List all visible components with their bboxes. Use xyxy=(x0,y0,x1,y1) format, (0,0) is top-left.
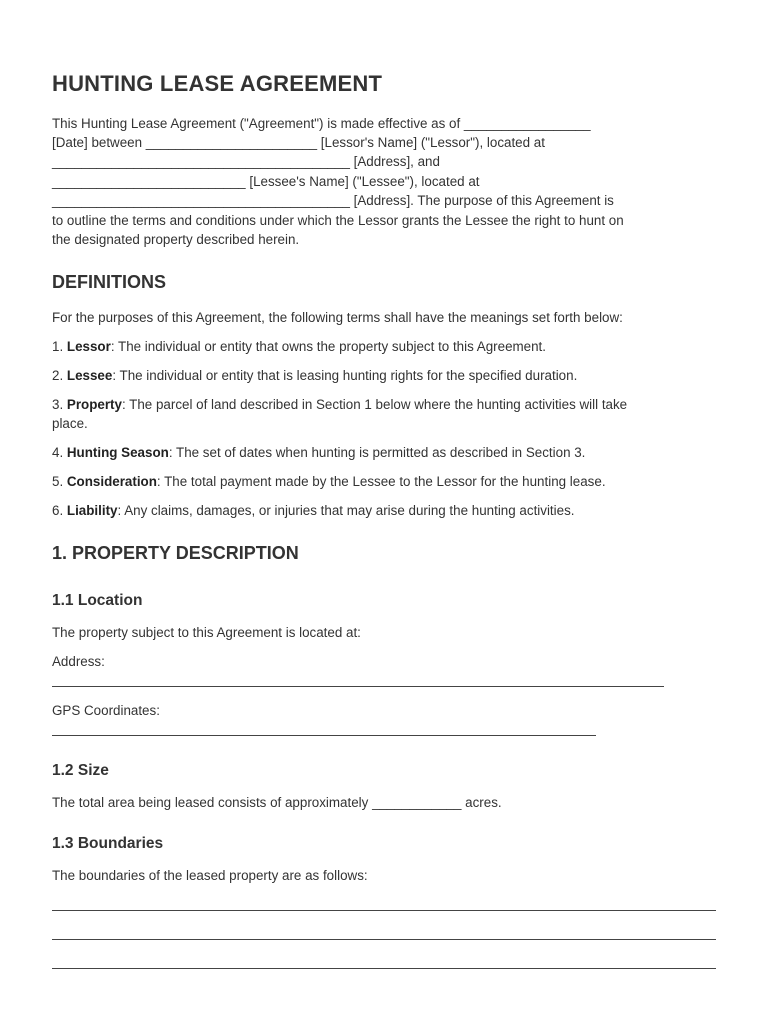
definition-item: 4. Hunting Season: The set of dates when hunting is permitted as described in Section 3. xyxy=(52,445,586,460)
gps-label: GPS Coordinates: xyxy=(52,703,160,718)
location-heading: 1.1 Location xyxy=(52,592,143,609)
definition-term: Property xyxy=(66,397,122,412)
boundaries-blank-line[interactable] xyxy=(52,939,716,940)
intro-line-5: ________________________________________ [Address]. The purpose of this Agreement is xyxy=(52,193,614,208)
definition-term: Liability xyxy=(66,503,118,518)
intro-line-3: ________________________________________ [Address], and xyxy=(52,154,440,169)
definition-term: Hunting Season xyxy=(66,445,169,460)
size-heading: 1.2 Size xyxy=(52,762,109,779)
intro-line-4: __________________________ [Lessee's Name] ("Lessee"), located at xyxy=(52,174,480,189)
intro-line-1: This Hunting Lease Agreement ("Agreement") is made effective as of _________________ xyxy=(52,116,591,131)
intro-line-6: to outline the terms and conditions under which the Lessor grants the Lessee the right to hunt on xyxy=(52,213,624,228)
address-label: Address: xyxy=(52,654,105,669)
definition-item: 6. Liability: Any claims, damages, or injuries that may arise during the hunting activities. xyxy=(52,503,575,518)
location-text: The property subject to this Agreement is located at: xyxy=(52,625,361,640)
definition-item: 5. Consideration: The total payment made by the Lessee to the Lessor for the hunting lease. xyxy=(52,474,606,489)
boundaries-text: The boundaries of the leased property are as follows: xyxy=(52,868,368,883)
definition-term: Lessee xyxy=(66,368,113,383)
gps-blank-line[interactable] xyxy=(52,735,596,736)
section1-heading: 1. PROPERTY DESCRIPTION xyxy=(52,543,299,563)
intro-line-2: [Date] between _______________________ [Lessor's Name] ("Lessor"), located at xyxy=(52,135,545,150)
definition-item: 1. Lessor: The individual or entity that owns the property subject to this Agreement. xyxy=(52,339,547,354)
definition-term: Lessor xyxy=(66,339,111,354)
definitions-lead: For the purposes of this Agreement, the following terms shall have the meanings set forth below: xyxy=(52,310,623,325)
boundaries-blank-line[interactable] xyxy=(52,968,716,969)
address-blank-line[interactable] xyxy=(52,686,664,687)
intro-line-7: the designated property described herein. xyxy=(52,232,300,247)
definition-item: 3. Property: The parcel of land described in Section 1 below where the hunting activities will take xyxy=(52,397,628,412)
definition-item-continued: place. xyxy=(52,416,88,431)
boundaries-blank-line[interactable] xyxy=(52,910,716,911)
size-text: The total area being leased consists of approximately ____________ acres. xyxy=(52,795,502,810)
definition-item: 2. Lessee: The individual or entity that is leasing hunting rights for the specified duration. xyxy=(52,368,578,383)
definitions-heading: DEFINITIONS xyxy=(52,272,167,292)
definition-term: Consideration xyxy=(66,474,157,489)
boundaries-heading: 1.3 Boundaries xyxy=(52,835,164,852)
document-title: HUNTING LEASE AGREEMENT xyxy=(52,71,383,96)
